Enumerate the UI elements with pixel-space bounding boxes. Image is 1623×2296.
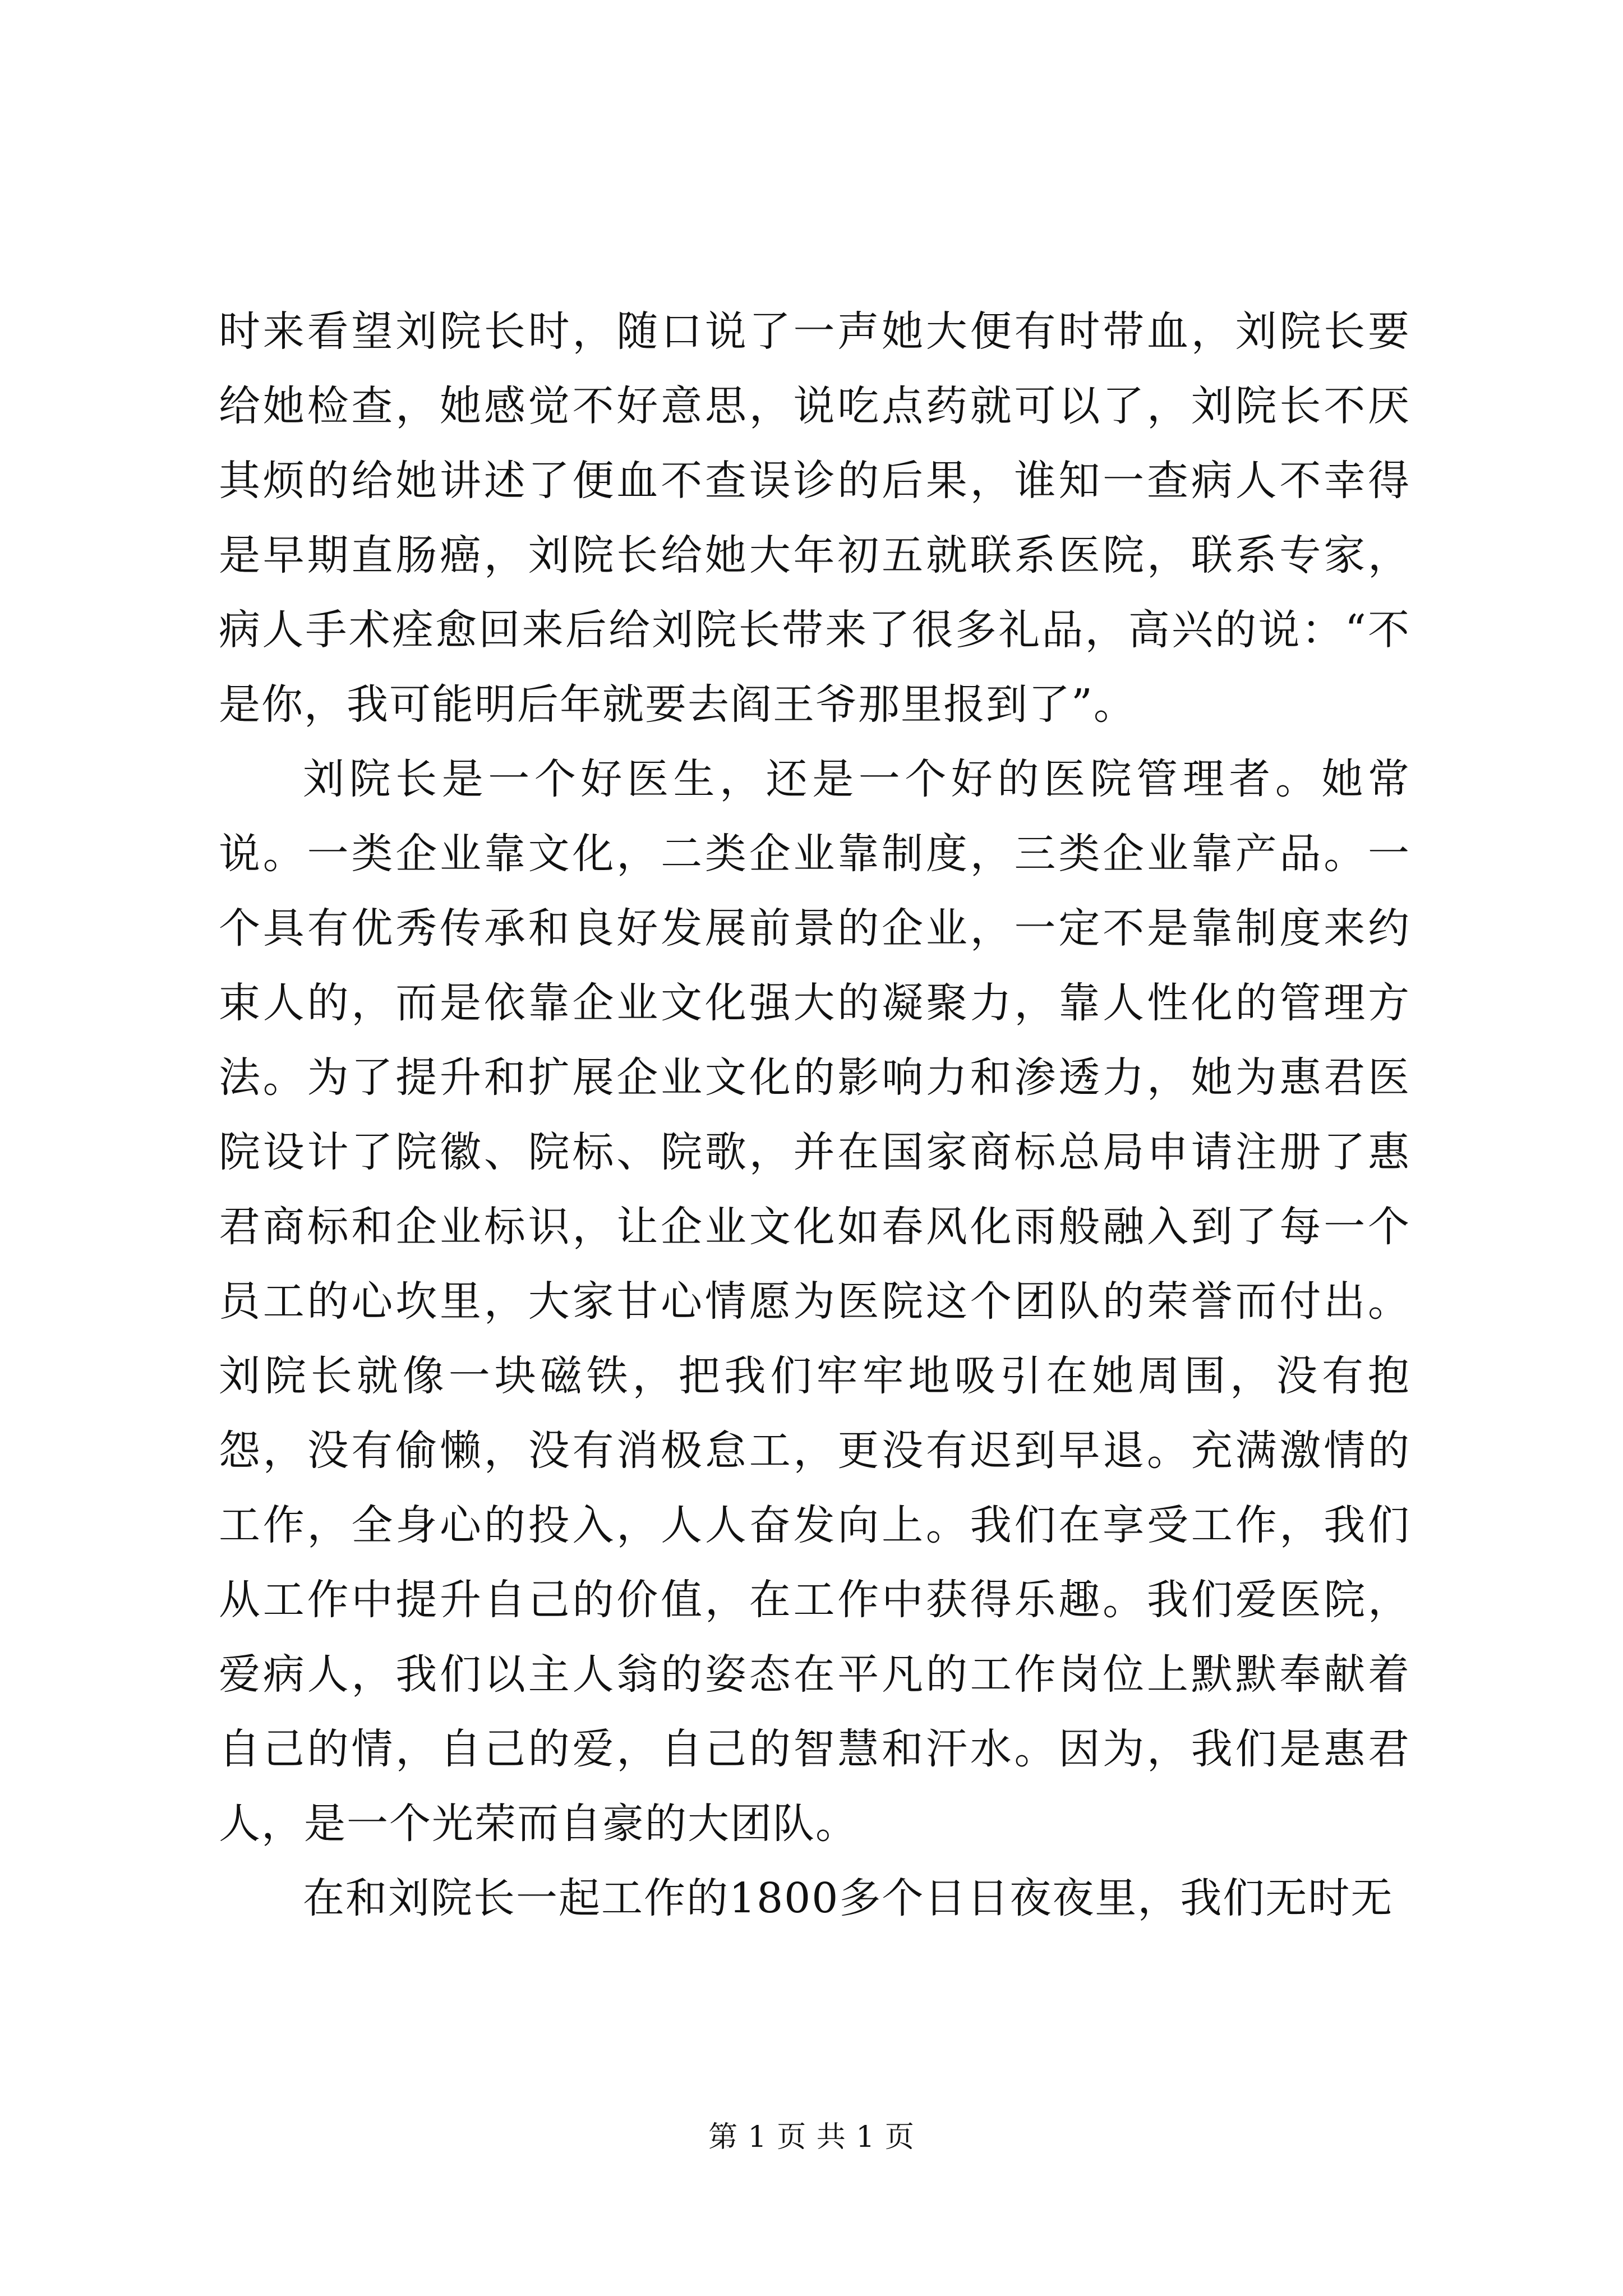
- paragraph-1: 时来看望刘院长时，随口说了一声她大便有时带血，刘院长要给她检查，她感觉不好意思，说吃点药就可以了，刘院长不厌其烦的给她讲述了便血不查误诊的后果，谁知一查病人不幸得是早期直肠癌，刘院长给她大年初五就联系医院，联系专家，病人手术痊愈回来后给刘院长带来了很多礼品，高兴的说：“不是你，我可能明后年就要去阎王爷那里报到了”。: [219, 307, 1410, 729]
- paragraph-3: 在和刘院长一起工作的1800多个日日夜夜里，我们无时无: [303, 1874, 1394, 1922]
- document-body: [219, 295, 1410, 1936]
- page-footer: 第 1 页 共 1 页: [708, 2120, 915, 2154]
- paragraph-2: 刘院长是一个好医生，还是一个好的医院管理者。她常说。一类企业靠文化，二类企业靠制度，三类企业靠产品。一个具有优秀传承和良好发展前景的企业，一定不是靠制度来约束人的，而是依靠企业文化强大的凝聚力，靠人性化的管理方法。为了提升和扩展企业文化的影响力和渗透力，她为惠君医院设计了院徽、院标、院歌，并在国家商标总局申请注册了惠君商标和企业标识，让企业文化如春风化雨般融入到了每一个员工的心坎里，大家甘心情愿为医院这个团队的荣誉而付出。刘院长就像一块磁铁，把我们牢牢地吸引在她周围，没有抱怨，没有偷懒，没有消极怠工，更没有迟到早退。充满激情的工作，全身心的投入，人人奋发向上。我们在享受工作，我们从工作中提升自己的价值，在工作中获得乐趣。我们爱医院，爱病人，我们以主人翁的姿态在平凡的工作岗位上默默奉献着自己的情，自己的爱，自己的智慧和汗水。因为，我们是惠君人，是一个光荣而自豪的大团队。: [219, 755, 1410, 1848]
